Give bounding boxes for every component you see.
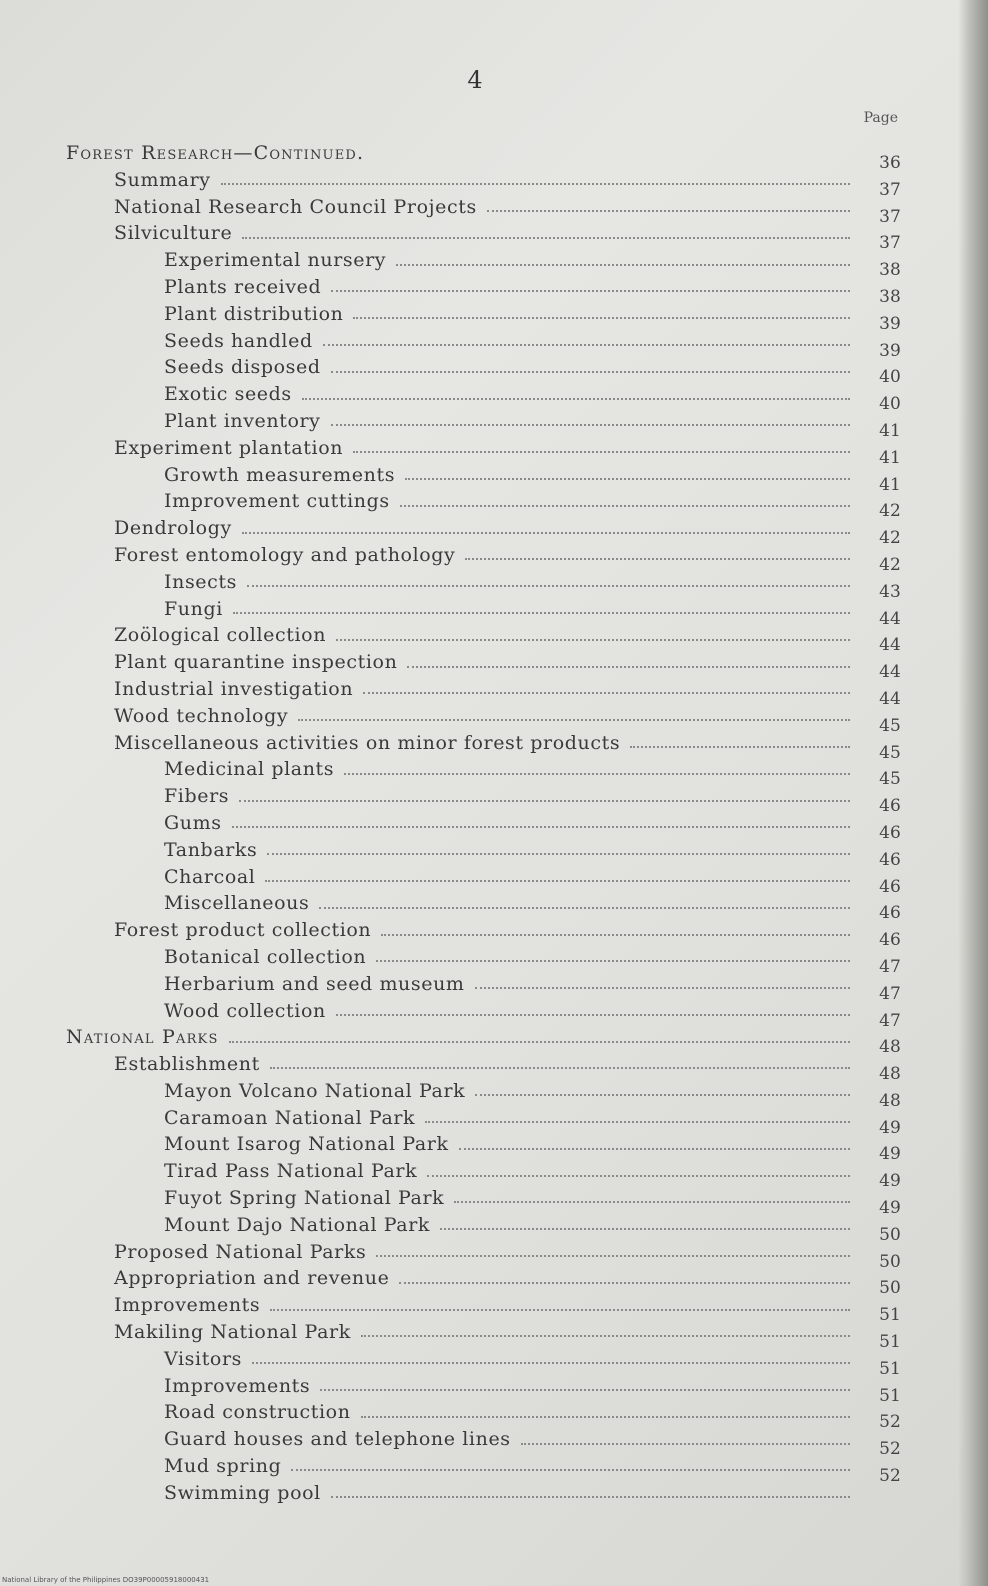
toc-entry bbox=[60, 649, 850, 676]
toc-entry bbox=[60, 301, 850, 328]
toc-entry bbox=[60, 676, 850, 703]
toc-entry-label: Fibers bbox=[164, 785, 230, 808]
dot-leader bbox=[242, 237, 850, 239]
toc-entry bbox=[60, 569, 850, 596]
toc-page-number: 46 bbox=[879, 822, 901, 843]
toc-page-number: 41 bbox=[879, 447, 901, 468]
toc-page-number: 37 bbox=[879, 206, 901, 227]
toc-page-number: 44 bbox=[879, 662, 901, 683]
dot-leader bbox=[440, 1228, 850, 1230]
toc-page-number: 49 bbox=[879, 1171, 901, 1192]
dot-leader bbox=[376, 960, 850, 962]
toc-page-number: 46 bbox=[879, 849, 901, 870]
dot-leader bbox=[363, 692, 850, 694]
toc-entry bbox=[60, 1105, 850, 1132]
toc-entry bbox=[60, 1131, 850, 1158]
toc-page-number: 44 bbox=[879, 635, 901, 656]
toc-page-number: 48 bbox=[879, 1090, 901, 1111]
toc-entry bbox=[60, 515, 850, 542]
toc-page-number: 37 bbox=[879, 179, 901, 200]
dot-leader bbox=[425, 1121, 850, 1123]
toc-entry-label: Forest entomology and pathology bbox=[114, 543, 456, 566]
toc-entry-label: National Parks bbox=[66, 1026, 219, 1049]
toc-entry-label: Road construction bbox=[164, 1401, 351, 1424]
toc-entry-label: Gums bbox=[164, 811, 222, 834]
dot-leader bbox=[465, 558, 850, 560]
dot-leader bbox=[459, 1148, 850, 1150]
dot-leader bbox=[270, 1067, 850, 1069]
dot-leader bbox=[331, 371, 850, 373]
toc-page-number: 43 bbox=[879, 581, 901, 602]
toc-entry bbox=[60, 998, 850, 1025]
toc-page-number: 48 bbox=[879, 1037, 901, 1058]
toc-page-number: 50 bbox=[879, 1278, 901, 1299]
toc-entry bbox=[60, 1185, 850, 1212]
toc-page-number: 45 bbox=[879, 769, 901, 790]
toc-entry-label: Improvements bbox=[114, 1294, 261, 1317]
toc-entry bbox=[60, 837, 850, 864]
dot-leader bbox=[396, 264, 850, 266]
toc-entry-label: Silviculture bbox=[114, 222, 233, 245]
toc-entry-label: Fungi bbox=[164, 597, 223, 620]
toc-entry bbox=[60, 274, 850, 301]
toc-entry-label: Plant distribution bbox=[164, 302, 344, 325]
dot-leader bbox=[233, 612, 850, 614]
toc-entry-label: Mount Isarog National Park bbox=[164, 1133, 449, 1156]
toc-entry bbox=[60, 783, 850, 810]
toc-page-number: 38 bbox=[879, 286, 901, 307]
toc-page-number: 38 bbox=[879, 260, 901, 281]
toc-entry-label: Miscellaneous activities on minor forest products bbox=[114, 731, 621, 754]
dot-leader bbox=[487, 210, 850, 212]
toc-entry bbox=[60, 1319, 850, 1346]
toc-page-number: 52 bbox=[879, 1466, 901, 1487]
dot-leader bbox=[302, 398, 850, 400]
dot-leader bbox=[361, 1335, 850, 1337]
toc-page-number: 46 bbox=[879, 903, 901, 924]
toc-page-number: 47 bbox=[879, 956, 901, 977]
toc-page-number: 44 bbox=[879, 608, 901, 629]
toc-entry bbox=[60, 1265, 850, 1292]
toc-entry-label: Plants received bbox=[164, 275, 322, 298]
toc-page-number: 51 bbox=[879, 1385, 901, 1406]
dot-leader bbox=[475, 987, 850, 989]
toc-entry bbox=[60, 140, 850, 167]
dot-leader bbox=[521, 1443, 850, 1445]
toc-entry-label: Proposed National Parks bbox=[114, 1240, 367, 1263]
dot-leader bbox=[319, 907, 850, 909]
toc-page-number: 47 bbox=[879, 983, 901, 1004]
toc-entry-label: Exotic seeds bbox=[164, 383, 292, 406]
toc-entry-label: Experiment plantation bbox=[114, 436, 344, 459]
toc-entry bbox=[60, 1212, 850, 1239]
toc-entry-label: Miscellaneous bbox=[164, 892, 310, 915]
toc-entry bbox=[60, 542, 850, 569]
toc-entry bbox=[60, 703, 850, 730]
dot-leader bbox=[291, 1469, 850, 1471]
toc-entry bbox=[60, 220, 850, 247]
toc-entry-label: Seeds handled bbox=[164, 329, 313, 352]
toc-entry bbox=[60, 730, 850, 757]
toc-entry-label: Mayon Volcano National Park bbox=[164, 1079, 466, 1102]
toc-page-number: 42 bbox=[879, 528, 901, 549]
toc-page-number: 45 bbox=[879, 742, 901, 763]
toc-entry-label: Forest Research—Continued. bbox=[66, 142, 365, 164]
toc-entries bbox=[60, 140, 850, 1507]
toc-entry bbox=[60, 1480, 850, 1507]
dot-leader bbox=[232, 826, 850, 828]
toc-page-number: 46 bbox=[879, 796, 901, 817]
toc-entry bbox=[60, 167, 850, 194]
dot-leader bbox=[344, 773, 850, 775]
toc-entry bbox=[60, 488, 850, 515]
page-column-label: Page bbox=[863, 110, 898, 126]
toc-entry bbox=[60, 354, 850, 381]
toc-entry-label: Plant inventory bbox=[164, 409, 321, 432]
toc-entry bbox=[60, 917, 850, 944]
dot-leader bbox=[427, 1175, 850, 1177]
dot-leader bbox=[229, 1041, 850, 1043]
toc-entry-label: Forest product collection bbox=[114, 919, 372, 942]
toc-entry-label: Tanbarks bbox=[164, 838, 258, 861]
toc-page-number: 40 bbox=[879, 394, 901, 415]
toc-page-number: 37 bbox=[879, 233, 901, 254]
toc-page-number: 49 bbox=[879, 1117, 901, 1138]
toc-entry-label: Summary bbox=[114, 168, 211, 191]
toc-entry-label: Growth measurements bbox=[164, 463, 396, 486]
toc-entry bbox=[60, 971, 850, 998]
toc-entry-label: Visitors bbox=[164, 1347, 242, 1370]
toc-entry-label: Fuyot Spring National Park bbox=[164, 1187, 445, 1210]
page-number: 4 bbox=[467, 66, 483, 94]
toc-entry bbox=[60, 596, 850, 623]
toc-page-number: 48 bbox=[879, 1064, 901, 1085]
toc-entry bbox=[60, 1399, 850, 1426]
toc-page-number: 44 bbox=[879, 688, 901, 709]
toc-page-number: 40 bbox=[879, 367, 901, 388]
dot-leader bbox=[361, 1416, 850, 1418]
dot-leader bbox=[336, 639, 850, 641]
toc-entry-label: Botanical collection bbox=[164, 945, 367, 968]
toc-entry-label: Medicinal plants bbox=[164, 758, 335, 781]
dot-leader bbox=[270, 1309, 850, 1311]
dot-leader bbox=[265, 880, 850, 882]
toc-entry bbox=[60, 381, 850, 408]
toc-entry-label: Makiling National Park bbox=[114, 1321, 351, 1344]
dot-leader bbox=[331, 290, 850, 292]
dot-leader bbox=[242, 532, 850, 534]
dot-leader bbox=[239, 800, 850, 802]
toc-entry bbox=[60, 194, 850, 221]
toc-entry-label: Wood technology bbox=[114, 704, 289, 727]
dot-leader bbox=[381, 934, 850, 936]
toc-entry bbox=[60, 1024, 850, 1051]
toc-page-number: 39 bbox=[879, 313, 901, 334]
dot-leader bbox=[405, 478, 850, 480]
toc-entry bbox=[60, 944, 850, 971]
toc-entry bbox=[60, 435, 850, 462]
toc-entry bbox=[60, 1051, 850, 1078]
toc-page-number: 47 bbox=[879, 1010, 901, 1031]
toc-page-number: 50 bbox=[879, 1224, 901, 1245]
dot-leader bbox=[247, 585, 850, 587]
toc-entry-label: Tirad Pass National Park bbox=[164, 1160, 418, 1183]
dot-leader bbox=[475, 1094, 850, 1096]
dot-leader bbox=[630, 746, 850, 748]
toc-entry bbox=[60, 247, 850, 274]
toc-entry bbox=[60, 1239, 850, 1266]
toc-entry bbox=[60, 864, 850, 891]
dot-leader bbox=[267, 853, 850, 855]
dot-leader bbox=[336, 1014, 850, 1016]
dot-leader bbox=[353, 317, 850, 319]
dot-leader bbox=[400, 505, 850, 507]
toc-entry-label: Improvement cuttings bbox=[164, 490, 390, 513]
dot-leader bbox=[323, 344, 850, 346]
dot-leader bbox=[298, 719, 850, 721]
toc-page-number: 41 bbox=[879, 474, 901, 495]
dot-leader bbox=[454, 1201, 850, 1203]
toc-page-number: 42 bbox=[879, 501, 901, 522]
toc-entry-label: Insects bbox=[164, 570, 237, 593]
toc-page-number: 49 bbox=[879, 1198, 901, 1219]
toc-entry-label: Improvements bbox=[164, 1374, 311, 1397]
footer-credit: National Library of the Philippines DO39P00005918000431 bbox=[2, 1576, 210, 1584]
toc-page-number: 51 bbox=[879, 1332, 901, 1353]
toc-page-number: 42 bbox=[879, 554, 901, 575]
toc-page-number: 46 bbox=[879, 876, 901, 897]
toc-entry-label: Mud spring bbox=[164, 1455, 282, 1478]
toc-entry-label: Plant quarantine inspection bbox=[114, 651, 398, 674]
toc-entry bbox=[60, 408, 850, 435]
toc-page-number: 51 bbox=[879, 1305, 901, 1326]
toc-page-number: 45 bbox=[879, 715, 901, 736]
toc-page-number: 39 bbox=[879, 340, 901, 361]
toc-entry bbox=[60, 1373, 850, 1400]
dot-leader bbox=[407, 666, 850, 668]
dot-leader bbox=[221, 183, 850, 185]
toc-entry-label: Charcoal bbox=[164, 865, 256, 888]
toc-page-number: 36 bbox=[879, 153, 901, 173]
dot-leader bbox=[399, 1282, 850, 1284]
toc-entry-label: Zoölogical collection bbox=[114, 624, 327, 647]
toc-entry bbox=[60, 1158, 850, 1185]
page-edge-shadow bbox=[958, 0, 988, 1586]
toc-entry bbox=[60, 1346, 850, 1373]
toc-entry bbox=[60, 1426, 850, 1453]
toc-page-number: 52 bbox=[879, 1412, 901, 1433]
toc-page-number: 49 bbox=[879, 1144, 901, 1165]
toc-page-number: 46 bbox=[879, 930, 901, 951]
toc-entry-label: Herbarium and seed museum bbox=[164, 972, 465, 995]
dot-leader bbox=[331, 424, 850, 426]
toc-page-numbers bbox=[860, 150, 920, 1490]
toc-entry bbox=[60, 810, 850, 837]
toc-entry-label: Experimental nursery bbox=[164, 249, 387, 272]
toc-entry-label: Swimming pool bbox=[164, 1481, 321, 1504]
toc-entry bbox=[60, 756, 850, 783]
dot-leader bbox=[252, 1362, 850, 1364]
dot-leader bbox=[376, 1255, 850, 1257]
toc-entry-label: Guard houses and telephone lines bbox=[164, 1428, 511, 1451]
toc-page-number: 41 bbox=[879, 420, 901, 441]
toc-entry bbox=[60, 328, 850, 355]
toc-page-number: 52 bbox=[879, 1439, 901, 1460]
toc-page-number: 51 bbox=[879, 1358, 901, 1379]
toc-entry-label: Dendrology bbox=[114, 517, 232, 540]
dot-leader bbox=[320, 1389, 850, 1391]
toc-entry bbox=[60, 890, 850, 917]
toc-entry-label: Appropriation and revenue bbox=[114, 1267, 390, 1290]
toc-entry-label: Caramoan National Park bbox=[164, 1106, 416, 1129]
toc-entry bbox=[60, 1078, 850, 1105]
toc-entry-label: Establishment bbox=[114, 1053, 260, 1076]
toc-entry bbox=[60, 1292, 850, 1319]
toc-entry bbox=[60, 622, 850, 649]
toc-entry-label: Wood collection bbox=[164, 999, 326, 1022]
toc-entry bbox=[60, 1453, 850, 1480]
toc-entry-label: Mount Dajo National Park bbox=[164, 1213, 431, 1236]
dot-leader bbox=[331, 1496, 850, 1498]
toc-entry-label: National Research Council Projects bbox=[114, 195, 477, 218]
toc-page-number: 50 bbox=[879, 1251, 901, 1272]
toc-entry-label: Industrial investigation bbox=[114, 677, 354, 700]
toc-entry-label: Seeds disposed bbox=[164, 356, 321, 379]
toc-entry bbox=[60, 462, 850, 489]
dot-leader bbox=[353, 451, 850, 453]
